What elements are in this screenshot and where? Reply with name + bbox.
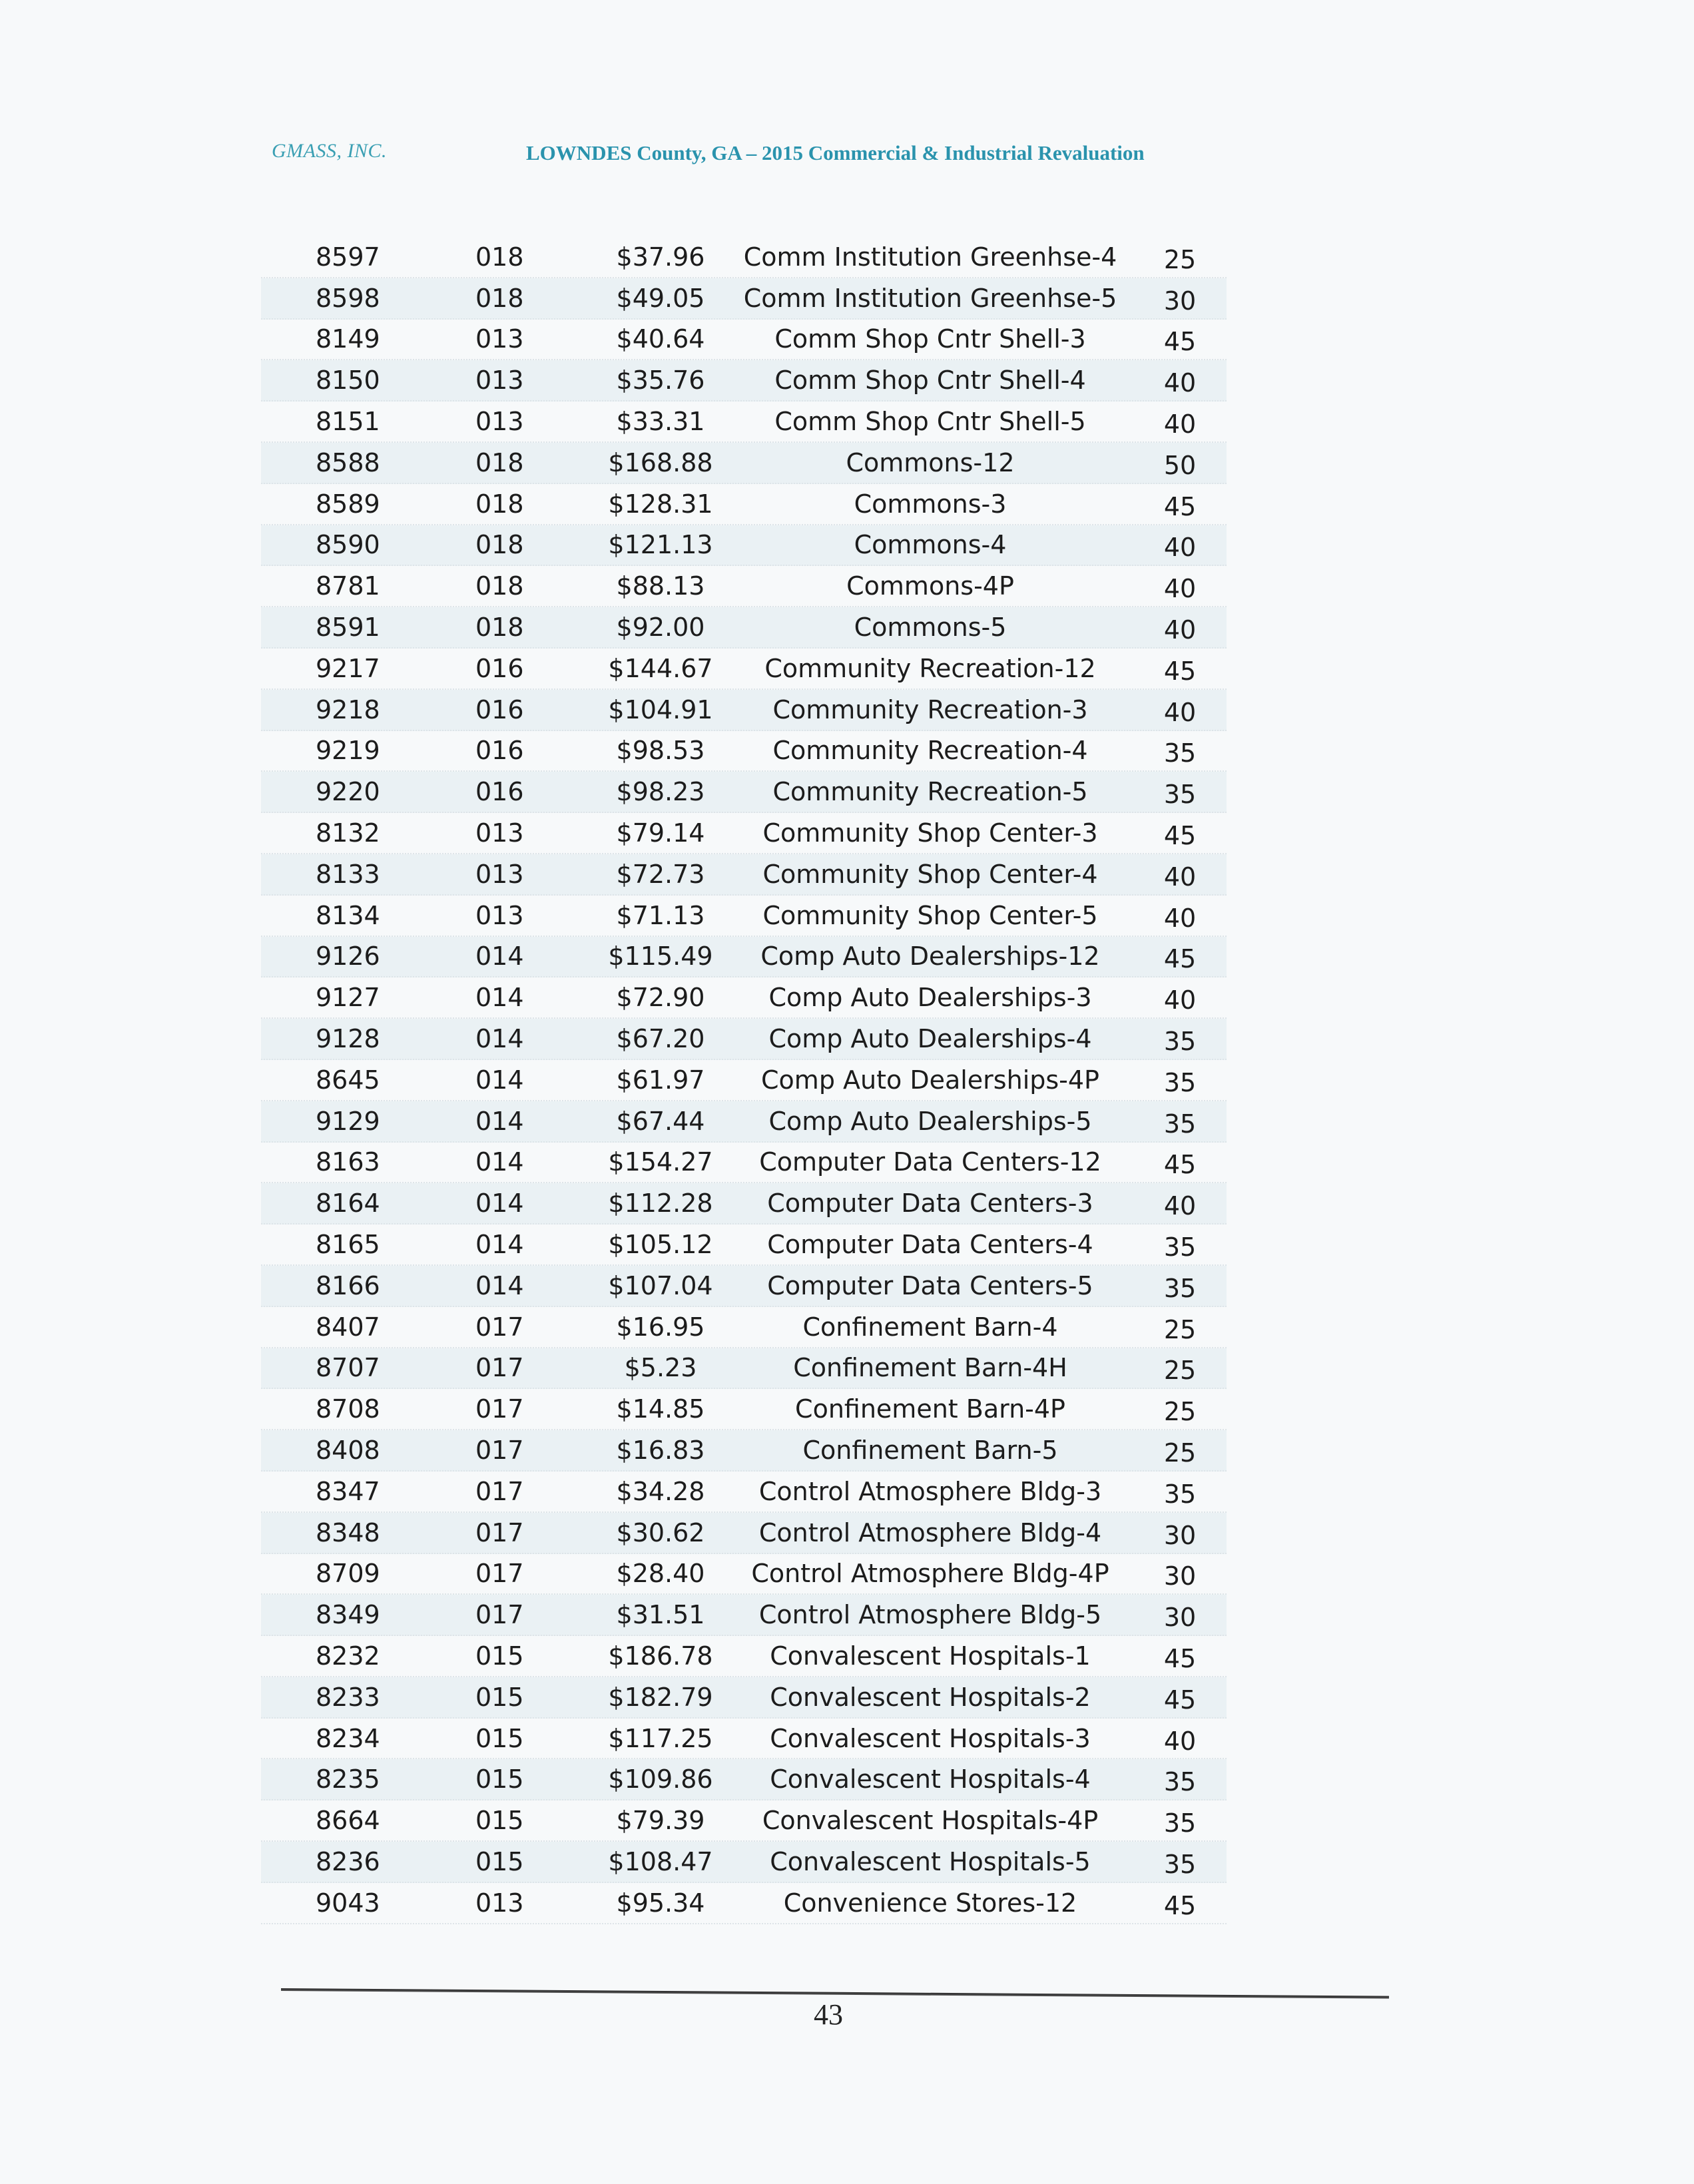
- class-cell: 013: [475, 818, 524, 848]
- cost-code-cell: 8589: [316, 489, 380, 519]
- unit-cost-cell: $14.85: [616, 1394, 705, 1424]
- class-cell: 018: [475, 530, 524, 560]
- table-row: [261, 1307, 1227, 1348]
- life-cell: 40: [1163, 574, 1197, 604]
- cost-code-cell: 8349: [316, 1600, 380, 1630]
- table-row: [261, 525, 1227, 567]
- table-row: [261, 1636, 1227, 1677]
- description-cell: Convalescent Hospitals-3: [770, 1723, 1091, 1753]
- unit-cost-cell: $109.86: [608, 1765, 713, 1794]
- life-cell: 35: [1163, 1808, 1197, 1838]
- table-row: [261, 1225, 1227, 1266]
- class-cell: 018: [475, 447, 524, 477]
- cost-code-cell: 9217: [316, 653, 380, 683]
- life-cell: 25: [1163, 1438, 1197, 1468]
- life-cell: 35: [1163, 1232, 1197, 1262]
- cost-code-cell: 8233: [316, 1682, 380, 1712]
- class-cell: 015: [475, 1641, 524, 1671]
- description-cell: Control Atmosphere Bldg-5: [758, 1600, 1102, 1630]
- life-cell: 40: [1163, 533, 1197, 563]
- unit-cost-cell: $144.67: [608, 653, 713, 683]
- description-cell: Comm Shop Cntr Shell-3: [774, 324, 1086, 354]
- unit-cost-cell: $79.39: [616, 1806, 705, 1836]
- unit-cost-cell: $107.04: [608, 1270, 713, 1300]
- description-cell: Control Atmosphere Bldg-4P: [751, 1559, 1109, 1589]
- description-cell: Comp Auto Dealerships-4P: [761, 1065, 1099, 1095]
- unit-cost-cell: $34.28: [616, 1476, 705, 1506]
- cost-code-cell: 8151: [316, 407, 380, 437]
- unit-cost-cell: $67.44: [616, 1106, 705, 1136]
- description-cell: Comm Shop Cntr Shell-5: [774, 407, 1086, 437]
- class-cell: 014: [475, 1106, 524, 1136]
- life-cell: 35: [1163, 1273, 1197, 1303]
- company-name: GMASS, INC.: [272, 140, 387, 162]
- life-cell: 35: [1163, 780, 1197, 810]
- cost-code-cell: 8588: [316, 447, 380, 477]
- table-row: [261, 1595, 1227, 1636]
- class-cell: 014: [475, 942, 524, 971]
- cost-schedule-table: [261, 237, 1227, 1924]
- class-cell: 013: [475, 407, 524, 437]
- unit-cost-cell: $30.62: [616, 1517, 705, 1547]
- class-cell: 014: [475, 1270, 524, 1300]
- life-cell: 25: [1163, 1397, 1197, 1427]
- table-row: [261, 772, 1227, 813]
- life-cell: 25: [1163, 244, 1197, 274]
- class-cell: 013: [475, 366, 524, 396]
- table-row: [261, 1472, 1227, 1513]
- class-cell: 014: [475, 1147, 524, 1177]
- cost-code-cell: 8708: [316, 1394, 380, 1424]
- description-cell: Comp Auto Dealerships-12: [760, 942, 1100, 971]
- cost-code-cell: 8164: [316, 1189, 380, 1219]
- life-cell: 35: [1163, 1849, 1197, 1879]
- description-cell: Confinement Barn-4P: [795, 1394, 1065, 1424]
- table-row: [261, 813, 1227, 854]
- life-cell: 35: [1163, 738, 1197, 768]
- class-cell: 017: [475, 1476, 524, 1506]
- life-cell: 45: [1163, 821, 1197, 851]
- life-cell: 40: [1163, 697, 1197, 727]
- unit-cost-cell: $115.49: [608, 942, 713, 971]
- unit-cost-cell: $35.76: [616, 366, 705, 396]
- description-cell: Convalescent Hospitals-4: [770, 1765, 1091, 1794]
- cost-code-cell: 9219: [316, 736, 380, 766]
- unit-cost-cell: $67.20: [616, 1024, 705, 1054]
- class-cell: 015: [475, 1846, 524, 1876]
- report-title: LOWNDES County, GA – 2015 Commercial & Industrial Revaluation: [526, 141, 1145, 164]
- class-cell: 015: [475, 1806, 524, 1836]
- class-cell: 015: [475, 1682, 524, 1712]
- unit-cost-cell: $98.23: [616, 777, 705, 807]
- description-cell: Confinement Barn-5: [802, 1436, 1058, 1465]
- class-cell: 018: [475, 283, 524, 313]
- unit-cost-cell: $28.40: [616, 1559, 705, 1589]
- cost-code-cell: 9127: [316, 983, 380, 1013]
- table-row: [261, 443, 1227, 484]
- description-cell: Community Shop Center-4: [762, 859, 1098, 889]
- table-row: [261, 402, 1227, 443]
- class-cell: 017: [475, 1436, 524, 1465]
- cost-code-cell: 9126: [316, 942, 380, 971]
- unit-cost-cell: $128.31: [608, 489, 713, 519]
- cost-code-cell: 8165: [316, 1230, 380, 1260]
- table-row: [261, 731, 1227, 772]
- unit-cost-cell: $33.31: [616, 407, 705, 437]
- unit-cost-cell: $186.78: [608, 1641, 713, 1671]
- life-cell: 25: [1163, 1314, 1197, 1344]
- description-cell: Community Shop Center-5: [762, 900, 1098, 930]
- cost-code-cell: 8150: [316, 366, 380, 396]
- unit-cost-cell: $154.27: [608, 1147, 713, 1177]
- unit-cost-cell: $5.23: [624, 1353, 697, 1383]
- table-row: [261, 1842, 1227, 1883]
- description-cell: Convalescent Hospitals-2: [770, 1682, 1091, 1712]
- class-cell: 015: [475, 1765, 524, 1794]
- table-row: [261, 320, 1227, 361]
- cost-code-cell: 9128: [316, 1024, 380, 1054]
- life-cell: 35: [1163, 1027, 1197, 1057]
- class-cell: 018: [475, 242, 524, 272]
- cost-code-cell: 8236: [316, 1846, 380, 1876]
- class-cell: 016: [475, 777, 524, 807]
- cost-code-cell: 8234: [316, 1723, 380, 1753]
- table-row: [261, 1677, 1227, 1719]
- unit-cost-cell: $72.73: [616, 859, 705, 889]
- cost-code-cell: 8134: [316, 900, 380, 930]
- description-cell: Commons-12: [846, 447, 1015, 477]
- life-cell: 40: [1163, 985, 1197, 1015]
- table-row: [261, 566, 1227, 607]
- class-cell: 013: [475, 900, 524, 930]
- life-cell: 35: [1163, 1109, 1197, 1139]
- unit-cost-cell: $95.34: [616, 1888, 705, 1918]
- cost-code-cell: 8645: [316, 1065, 380, 1095]
- cost-code-cell: 9043: [316, 1888, 380, 1918]
- unit-cost-cell: $105.12: [608, 1230, 713, 1260]
- table-row: [261, 1183, 1227, 1225]
- class-cell: 014: [475, 983, 524, 1013]
- cost-code-cell: 8598: [316, 283, 380, 313]
- cost-code-cell: 9220: [316, 777, 380, 807]
- table-row: [261, 360, 1227, 402]
- class-cell: 017: [475, 1559, 524, 1589]
- table-row: [261, 977, 1227, 1019]
- table-row: [261, 854, 1227, 896]
- unit-cost-cell: $16.95: [616, 1312, 705, 1342]
- description-cell: Comm Institution Greenhse-5: [743, 283, 1117, 313]
- class-cell: 018: [475, 489, 524, 519]
- table-row: [261, 937, 1227, 978]
- cost-code-cell: 8133: [316, 859, 380, 889]
- table-row: [261, 690, 1227, 731]
- cost-code-cell: 8709: [316, 1559, 380, 1589]
- life-cell: 45: [1163, 656, 1197, 686]
- unit-cost-cell: $108.47: [608, 1846, 713, 1876]
- cost-code-cell: 8407: [316, 1312, 380, 1342]
- cost-code-cell: 8781: [316, 571, 380, 601]
- class-cell: 013: [475, 324, 524, 354]
- life-cell: 50: [1163, 450, 1197, 480]
- cost-code-cell: 8707: [316, 1353, 380, 1383]
- unit-cost-cell: $112.28: [608, 1189, 713, 1219]
- description-cell: Comp Auto Dealerships-5: [768, 1106, 1092, 1136]
- cost-code-cell: 8664: [316, 1806, 380, 1836]
- description-cell: Computer Data Centers-3: [767, 1189, 1093, 1219]
- table-row: [261, 1348, 1227, 1390]
- description-cell: Commons-5: [854, 613, 1007, 643]
- class-cell: 017: [475, 1517, 524, 1547]
- description-cell: Commons-4: [854, 530, 1007, 560]
- cost-code-cell: 8590: [316, 530, 380, 560]
- life-cell: 30: [1163, 1561, 1197, 1591]
- cost-code-cell: 8166: [316, 1270, 380, 1300]
- class-cell: 018: [475, 571, 524, 601]
- cost-code-cell: 8132: [316, 818, 380, 848]
- unit-cost-cell: $40.64: [616, 324, 705, 354]
- table-row: [261, 1513, 1227, 1554]
- class-cell: 016: [475, 694, 524, 724]
- table-row: [261, 649, 1227, 690]
- cost-code-cell: 8408: [316, 1436, 380, 1465]
- class-cell: 018: [475, 613, 524, 643]
- class-cell: 013: [475, 1888, 524, 1918]
- unit-cost-cell: $168.88: [608, 447, 713, 477]
- cost-code-cell: 8348: [316, 1517, 380, 1547]
- table-row: [261, 484, 1227, 525]
- table-row: [261, 1883, 1227, 1924]
- unit-cost-cell: $49.05: [616, 283, 705, 313]
- unit-cost-cell: $16.83: [616, 1436, 705, 1465]
- life-cell: 40: [1163, 410, 1197, 439]
- life-cell: 45: [1163, 1643, 1197, 1673]
- unit-cost-cell: $72.90: [616, 983, 705, 1013]
- description-cell: Comm Shop Cntr Shell-4: [774, 366, 1086, 396]
- cost-code-cell: 9218: [316, 694, 380, 724]
- unit-cost-cell: $182.79: [608, 1682, 713, 1712]
- table-row: [261, 1019, 1227, 1060]
- unit-cost-cell: $104.91: [608, 694, 713, 724]
- unit-cost-cell: $88.13: [616, 571, 705, 601]
- table-row: [261, 237, 1227, 278]
- class-cell: 017: [475, 1394, 524, 1424]
- description-cell: Commons-3: [854, 489, 1007, 519]
- class-cell: 015: [475, 1723, 524, 1753]
- table-row: [261, 896, 1227, 937]
- table-row: [261, 1800, 1227, 1842]
- unit-cost-cell: $31.51: [616, 1600, 705, 1630]
- life-cell: 45: [1163, 1890, 1197, 1920]
- table-row: [261, 1266, 1227, 1307]
- description-cell: Control Atmosphere Bldg-4: [758, 1517, 1102, 1547]
- life-cell: 40: [1163, 368, 1197, 398]
- table-row: [261, 1759, 1227, 1800]
- cost-code-cell: 8591: [316, 613, 380, 643]
- description-cell: Comp Auto Dealerships-4: [768, 1024, 1092, 1054]
- table-row: [261, 1143, 1227, 1184]
- life-cell: 45: [1163, 491, 1197, 521]
- table-row: [261, 278, 1227, 320]
- class-cell: 017: [475, 1600, 524, 1630]
- table-row: [261, 1060, 1227, 1101]
- description-cell: Community Recreation-3: [772, 694, 1088, 724]
- description-cell: Convalescent Hospitals-4P: [762, 1806, 1099, 1836]
- unit-cost-cell: $98.53: [616, 736, 705, 766]
- description-cell: Community Shop Center-3: [762, 818, 1098, 848]
- unit-cost-cell: $37.96: [616, 242, 705, 272]
- unit-cost-cell: $61.97: [616, 1065, 705, 1095]
- table-row: [261, 1554, 1227, 1595]
- cost-code-cell: 9129: [316, 1106, 380, 1136]
- life-cell: 45: [1163, 1685, 1197, 1715]
- cost-code-cell: 8232: [316, 1641, 380, 1671]
- life-cell: 40: [1163, 615, 1197, 645]
- description-cell: Commons-4P: [846, 571, 1014, 601]
- life-cell: 40: [1163, 862, 1197, 892]
- class-cell: 017: [475, 1312, 524, 1342]
- description-cell: Community Recreation-5: [772, 777, 1088, 807]
- page-number: 43: [814, 1998, 843, 2031]
- cost-code-cell: 8347: [316, 1476, 380, 1506]
- description-cell: Comp Auto Dealerships-3: [768, 983, 1092, 1013]
- cost-code-cell: 8163: [316, 1147, 380, 1177]
- description-cell: Convalescent Hospitals-1: [770, 1641, 1091, 1671]
- description-cell: Confinement Barn-4: [802, 1312, 1058, 1342]
- cost-code-cell: 8149: [316, 324, 380, 354]
- description-cell: Community Recreation-4: [772, 736, 1088, 766]
- description-cell: Computer Data Centers-4: [767, 1230, 1093, 1260]
- table-row: [261, 1101, 1227, 1143]
- unit-cost-cell: $117.25: [608, 1723, 713, 1753]
- description-cell: Computer Data Centers-12: [759, 1147, 1101, 1177]
- table-row: [261, 1719, 1227, 1760]
- description-cell: Confinement Barn-4H: [793, 1353, 1067, 1383]
- life-cell: 30: [1163, 1603, 1197, 1633]
- life-cell: 45: [1163, 944, 1197, 974]
- description-cell: Computer Data Centers-5: [767, 1270, 1093, 1300]
- description-cell: Community Recreation-12: [764, 653, 1096, 683]
- life-cell: 40: [1163, 903, 1197, 933]
- unit-cost-cell: $79.14: [616, 818, 705, 848]
- life-cell: 35: [1163, 1479, 1197, 1509]
- life-cell: 35: [1163, 1767, 1197, 1797]
- life-cell: 40: [1163, 1191, 1197, 1221]
- class-cell: 014: [475, 1189, 524, 1219]
- page-header: [0, 133, 1694, 173]
- life-cell: 25: [1163, 1356, 1197, 1386]
- class-cell: 016: [475, 653, 524, 683]
- table-row: [261, 1389, 1227, 1430]
- life-cell: 30: [1163, 286, 1197, 316]
- unit-cost-cell: $71.13: [616, 900, 705, 930]
- description-cell: Convenience Stores-12: [783, 1888, 1077, 1918]
- life-cell: 30: [1163, 1520, 1197, 1550]
- class-cell: 016: [475, 736, 524, 766]
- description-cell: Comm Institution Greenhse-4: [743, 242, 1117, 272]
- description-cell: Control Atmosphere Bldg-3: [758, 1476, 1102, 1506]
- life-cell: 35: [1163, 1067, 1197, 1097]
- unit-cost-cell: $121.13: [608, 530, 713, 560]
- life-cell: 40: [1163, 1726, 1197, 1756]
- unit-cost-cell: $92.00: [616, 613, 705, 643]
- description-cell: Convalescent Hospitals-5: [770, 1846, 1091, 1876]
- life-cell: 45: [1163, 327, 1197, 357]
- life-cell: 45: [1163, 1150, 1197, 1180]
- table-row: [261, 607, 1227, 649]
- cost-code-cell: 8597: [316, 242, 380, 272]
- class-cell: 014: [475, 1065, 524, 1095]
- class-cell: 017: [475, 1353, 524, 1383]
- table-row: [261, 1430, 1227, 1472]
- cost-code-cell: 8235: [316, 1765, 380, 1794]
- class-cell: 014: [475, 1024, 524, 1054]
- class-cell: 013: [475, 859, 524, 889]
- class-cell: 014: [475, 1230, 524, 1260]
